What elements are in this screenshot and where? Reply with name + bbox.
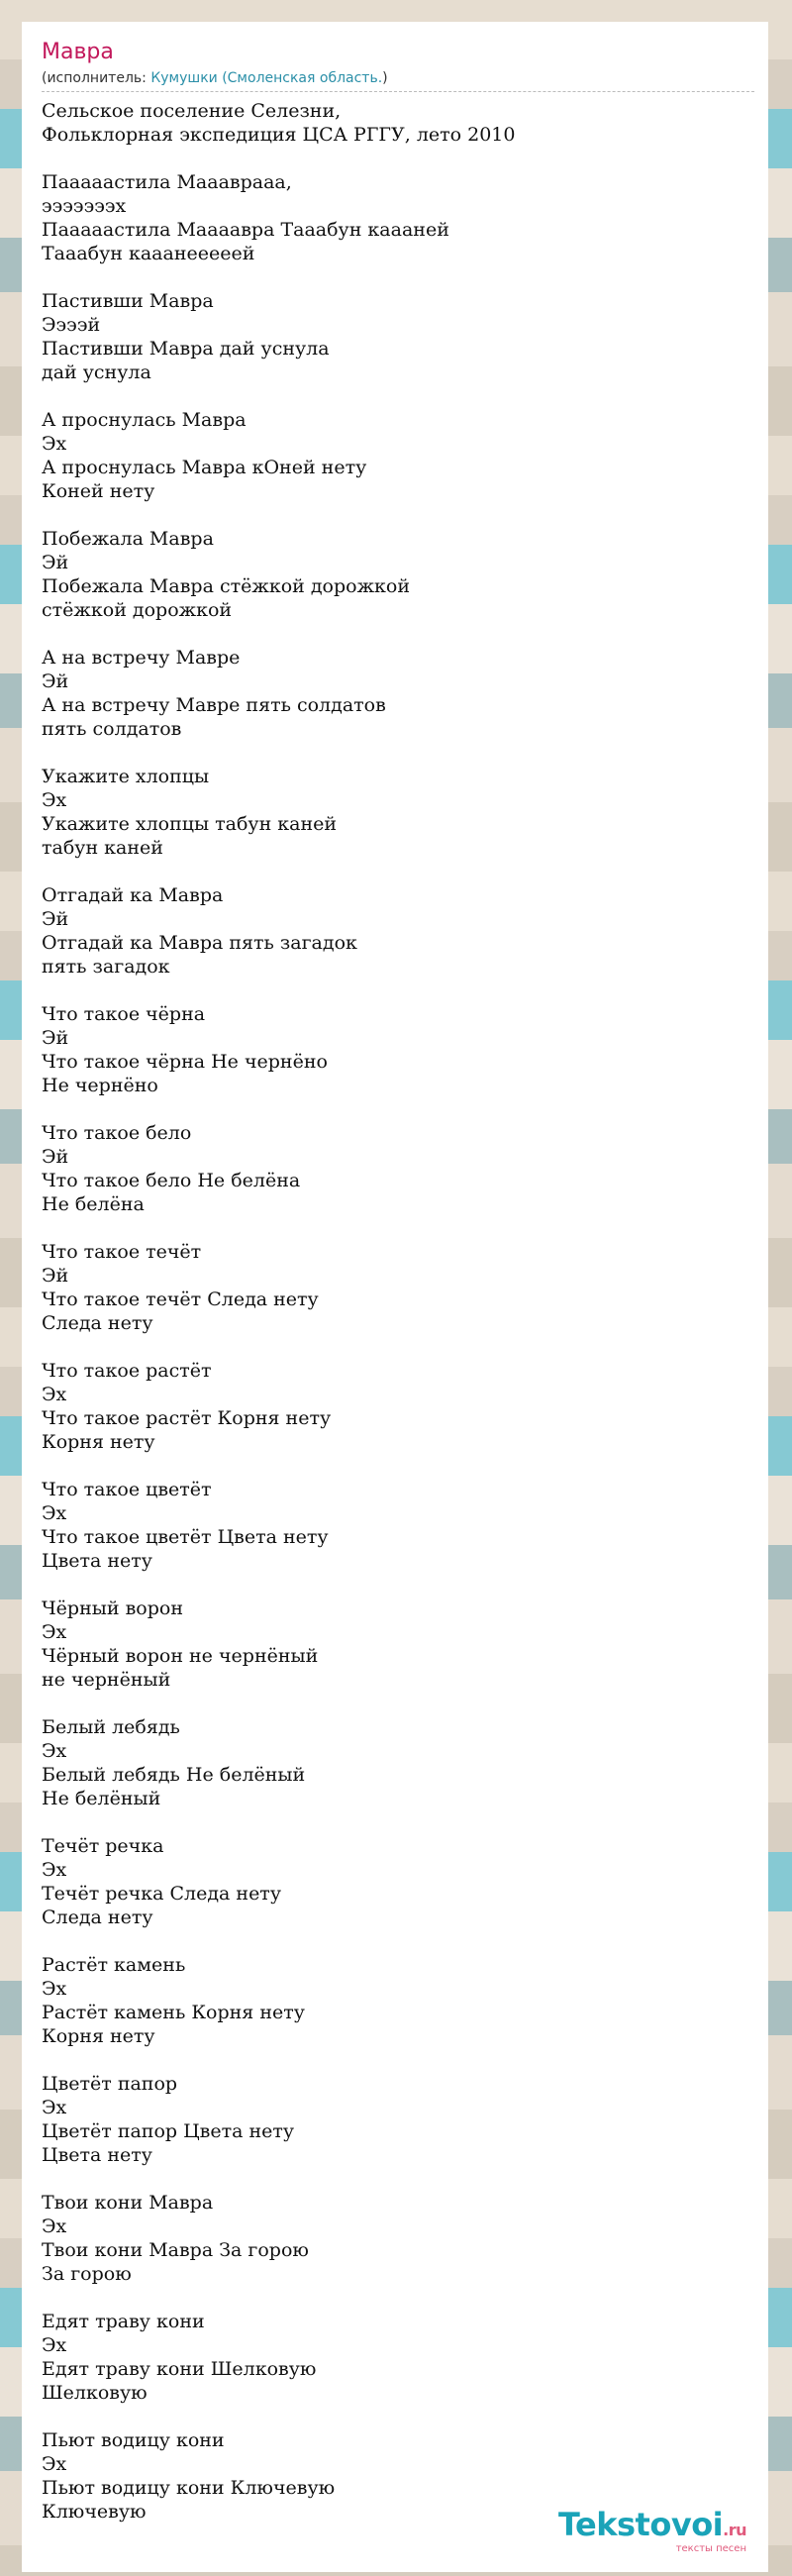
- lyric-line: Отгадай ка Мавра: [42, 884, 224, 906]
- lyric-line: Течёт речка Следа нету: [42, 1883, 281, 1905]
- lyric-line: Следа нету: [42, 1906, 153, 1928]
- lyric-line: Шелковую: [42, 2382, 148, 2404]
- lyric-line: [42, 1929, 754, 1953]
- lyric-line: Что такое бело Не белёна: [42, 1170, 301, 1191]
- lyric-line: Эх: [42, 1859, 67, 1881]
- lyric-line: пять солдатов: [42, 718, 182, 740]
- lyric-line: Побежала Мавра стёжкой дорожкой: [42, 575, 411, 597]
- lyric-line: [42, 2167, 754, 2191]
- lyrics-text: [42, 99, 754, 2524]
- lyric-line: Укажите хлопцы табун каней: [42, 813, 338, 835]
- lyric-line: А на встречу Мавре пять солдатов: [42, 694, 386, 716]
- lyric-line: Эх: [42, 789, 67, 811]
- lyric-line: Белый лебядь: [42, 1716, 180, 1738]
- lyric-line: табун каней: [42, 837, 163, 859]
- lyric-line: Отгадай ка Мавра пять загадок: [42, 932, 357, 954]
- lyric-line: Пааааастила Маааавра Таaабун каааней: [42, 219, 449, 241]
- lyric-line: Корня нету: [42, 1431, 155, 1453]
- lyric-line: [42, 860, 754, 883]
- lyric-line: [42, 1810, 754, 1834]
- lyric-line: Твои кони Мавра: [42, 2192, 214, 2214]
- lyric-line: [42, 622, 754, 646]
- lyric-line: Таaабун кааанееееей: [42, 243, 255, 264]
- logo-tld: .ru: [723, 2521, 746, 2539]
- lyric-line: [42, 384, 754, 408]
- lyric-line: [42, 1097, 754, 1121]
- lyric-line: [42, 2048, 754, 2072]
- lyric-line: Эй: [42, 1146, 69, 1168]
- lyric-line: Растёт камень Корня нету: [42, 2002, 305, 2023]
- lyric-line: Эй: [42, 670, 69, 692]
- lyric-line: Чёрный ворон: [42, 1597, 183, 1619]
- lyric-line: Цвета нету: [42, 2144, 152, 2166]
- lyrics-card: [22, 22, 768, 2572]
- logo-tagline: тексты песен: [675, 2543, 746, 2554]
- lyric-line: [42, 2286, 754, 2310]
- lyric-line: Едят траву кони: [42, 2311, 205, 2332]
- lyric-line: Коней нету: [42, 480, 155, 502]
- song-title: Мавра: [42, 40, 114, 64]
- lyric-line: Эх: [42, 2215, 67, 2237]
- lyric-line: Ключевую: [42, 2501, 147, 2523]
- lyric-line: Цветёт папор: [42, 2073, 178, 2095]
- lyric-line: Пьют водицу кони: [42, 2429, 225, 2451]
- lyric-line: Укажите хлопцы: [42, 766, 210, 787]
- lyric-line: Что такое растёт Корня нету: [42, 1407, 332, 1429]
- lyric-line: Едят траву кони Шелковую: [42, 2358, 317, 2380]
- performer-suffix: ): [382, 70, 388, 86]
- lyric-line: [42, 503, 754, 527]
- logo-name: Tekstovoi: [557, 2506, 724, 2543]
- site-logo[interactable]: [558, 2508, 746, 2554]
- lyric-line: Что такое цветёт Цвета нету: [42, 1526, 329, 1548]
- lyric-line: Что такое течёт Следа нету: [42, 1288, 319, 1310]
- performer-line: [42, 69, 754, 92]
- lyric-line: Что такое цветёт: [42, 1479, 212, 1500]
- lyric-line: А проснулась Мавра: [42, 409, 247, 431]
- lyric-line: [42, 147, 754, 170]
- lyric-line: стёжкой дорожкой: [42, 599, 233, 621]
- lyric-line: Фольклорная экспедиция ЦСА РГГУ, лето 2010: [42, 124, 516, 146]
- lyric-line: Корня нету: [42, 2025, 155, 2047]
- lyric-line: Эй: [42, 1027, 69, 1049]
- lyric-line: [42, 2405, 754, 2428]
- lyric-line: [42, 1692, 754, 1715]
- lyric-line: Эй: [42, 1265, 69, 1287]
- lyric-line: Сельское поселение Селезни,: [42, 100, 342, 122]
- lyric-line: Что такое течёт: [42, 1241, 202, 1263]
- lyric-line: Ээээй: [42, 314, 101, 336]
- lyric-line: [42, 265, 754, 289]
- lyric-line: Эх: [42, 1621, 67, 1643]
- lyric-line: Эх: [42, 1740, 67, 1762]
- lyric-line: [42, 1335, 754, 1359]
- lyric-line: А на встречу Мавре: [42, 647, 241, 669]
- lyric-line: Цвета нету: [42, 1550, 152, 1572]
- lyric-line: Эх: [42, 2097, 67, 2118]
- lyric-line: Цветёт папор Цвета нету: [42, 2120, 295, 2142]
- lyric-line: Эх: [42, 2334, 67, 2356]
- lyric-line: За горою: [42, 2263, 132, 2285]
- lyric-line: дай уснула: [42, 361, 151, 383]
- lyric-line: Течёт речка: [42, 1835, 164, 1857]
- lyric-line: Белый лебядь Не белёный: [42, 1764, 306, 1786]
- lyric-line: Паcтивши Мавра: [42, 290, 214, 312]
- lyric-line: пять загадок: [42, 956, 170, 978]
- lyric-line: Что такое чёрна Не чернёно: [42, 1051, 328, 1073]
- lyric-line: [42, 1216, 754, 1240]
- lyric-line: [42, 1573, 754, 1597]
- lyric-line: не чернёный: [42, 1669, 171, 1691]
- lyric-line: Не белёна: [42, 1193, 145, 1215]
- lyric-line: Эх: [42, 1978, 67, 2000]
- lyric-line: Пьют водицу кони Ключевую: [42, 2477, 336, 2499]
- lyric-line: Эй: [42, 552, 69, 573]
- lyric-line: Эй: [42, 908, 69, 930]
- lyric-line: Эх: [42, 1384, 67, 1405]
- lyric-line: Побежала Мавра: [42, 528, 214, 550]
- lyric-line: эээээээх: [42, 195, 127, 217]
- lyric-line: [42, 741, 754, 765]
- lyric-line: А проснулась Мавра кОней нету: [42, 457, 367, 478]
- lyric-line: Что такое бело: [42, 1122, 192, 1144]
- lyric-line: Твои кони Мавра За горою: [42, 2239, 309, 2261]
- lyric-line: Паcтивши Мавра дай уснула: [42, 338, 330, 360]
- lyric-line: [42, 1454, 754, 1478]
- lyric-line: Что такое чёрна: [42, 1003, 206, 1025]
- lyric-line: Следа нету: [42, 1312, 153, 1334]
- lyric-line: Чёрный ворон не чернёный: [42, 1645, 319, 1667]
- lyric-line: [42, 979, 754, 1002]
- lyric-line: Эх: [42, 1502, 67, 1524]
- performer-prefix: (исполнитель:: [42, 70, 151, 86]
- lyric-line: Эх: [42, 2453, 67, 2475]
- performer-link[interactable]: Кумушки (Смоленская область.: [150, 70, 383, 86]
- lyric-line: Не чернёно: [42, 1075, 158, 1096]
- lyric-line: Эх: [42, 433, 67, 455]
- lyric-line: Что такое растёт: [42, 1360, 212, 1382]
- lyric-line: Растёт камень: [42, 1954, 186, 1976]
- lyric-line: Пааааастила Маааврааа,: [42, 171, 292, 193]
- lyric-line: Не белёный: [42, 1788, 161, 1809]
